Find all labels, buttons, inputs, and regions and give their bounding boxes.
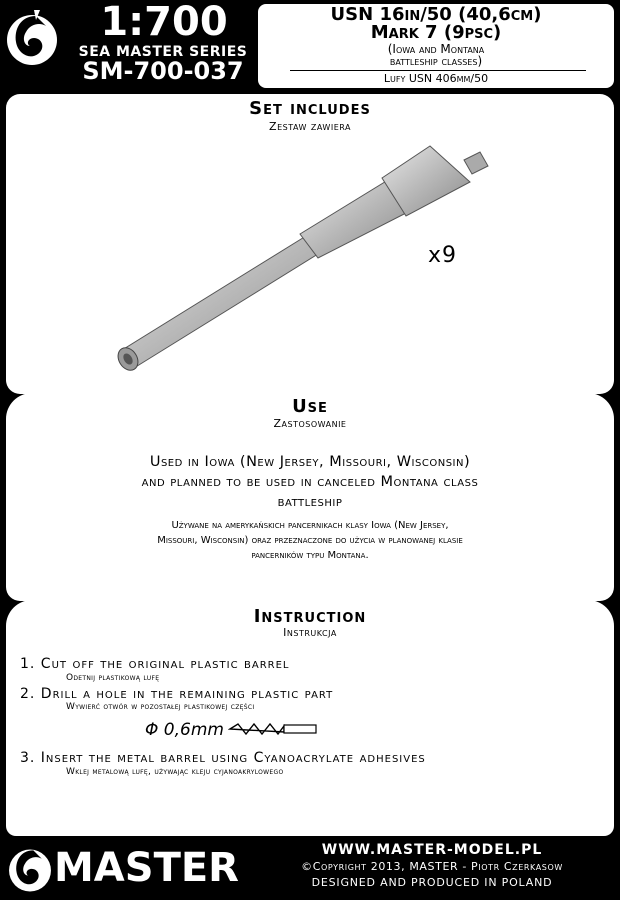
title-polish: Lufy USN 406mm/50 — [383, 72, 489, 85]
drill-bit-icon — [228, 722, 318, 736]
use-heading: Use — [292, 396, 328, 417]
use-heading-pl: Zastosowanie — [273, 417, 347, 430]
footer-logo-icon — [8, 842, 52, 894]
step-3-pl: Wklej metalową lufę, używając kleju cyjanoakrylowego — [66, 767, 284, 777]
scale-label: 1:700 — [100, 0, 228, 45]
title-line-3: (Iowa and Montana — [387, 42, 485, 56]
step-1: 1. Cut off the original plastic barrel — [20, 656, 290, 672]
instruction-heading: Instruction — [253, 606, 367, 627]
drill-size-label: Φ 0,6mm — [145, 720, 224, 740]
use-text-en-line-3: battleship — [277, 494, 343, 510]
step-2-pl: Wywierć otwór w pozostałej plastikowej części — [66, 702, 255, 712]
step-2: 2. Drill a hole in the remaining plastic part — [20, 686, 334, 702]
master-logo-icon — [6, 6, 58, 68]
series-label: SEA MASTER SERIES — [78, 44, 248, 60]
instruction-heading-pl: Instrukcja — [283, 626, 337, 639]
use-text-pl-line-3: pancerników typu Montana. — [251, 550, 369, 561]
title-divider — [290, 70, 586, 71]
step-1-pl: Odetnij plastikową lufę — [66, 673, 160, 683]
footer-copyright: ©Copyright 2013, MASTER - Piotr Czerkasow — [301, 860, 563, 873]
title-line-4: battleship classes) — [389, 54, 483, 68]
quantity-label: x9 — [428, 243, 458, 268]
use-text-en-line-1: Used in Iowa (New Jersey, Missouri, Wisconsin) — [149, 454, 471, 470]
footer-brand: MASTER — [54, 845, 239, 891]
set-includes-heading-pl: Zestaw zawiera — [269, 120, 351, 133]
step-3: 3. Insert the metal barrel using Cyanoacrylate adhesives — [20, 750, 426, 766]
title-line-1: USN 16in/50 (40,6cm) — [330, 4, 542, 25]
use-text-pl — [60, 518, 560, 563]
use-text-pl-line-2: Missouri, Wisconsin) oraz przeznaczone do użycia w planowanej klasie — [157, 535, 463, 546]
use-text-en — [40, 452, 580, 512]
product-code: SM-700-037 — [82, 57, 244, 85]
use-text-pl-line-1: Używane na amerykańskich pancernikach klasy Iowa (New Jersey, — [171, 520, 449, 531]
footer-website[interactable]: WWW.MASTER-MODEL.PL — [321, 842, 543, 858]
use-text-en-line-2: and planned to be used in canceled Montana class — [141, 474, 479, 490]
footer-designed: DESIGNED AND PRODUCED IN POLAND — [311, 876, 553, 889]
title-line-2: Mark 7 (9psc) — [370, 22, 502, 43]
set-includes-heading: Set includes — [249, 98, 371, 119]
